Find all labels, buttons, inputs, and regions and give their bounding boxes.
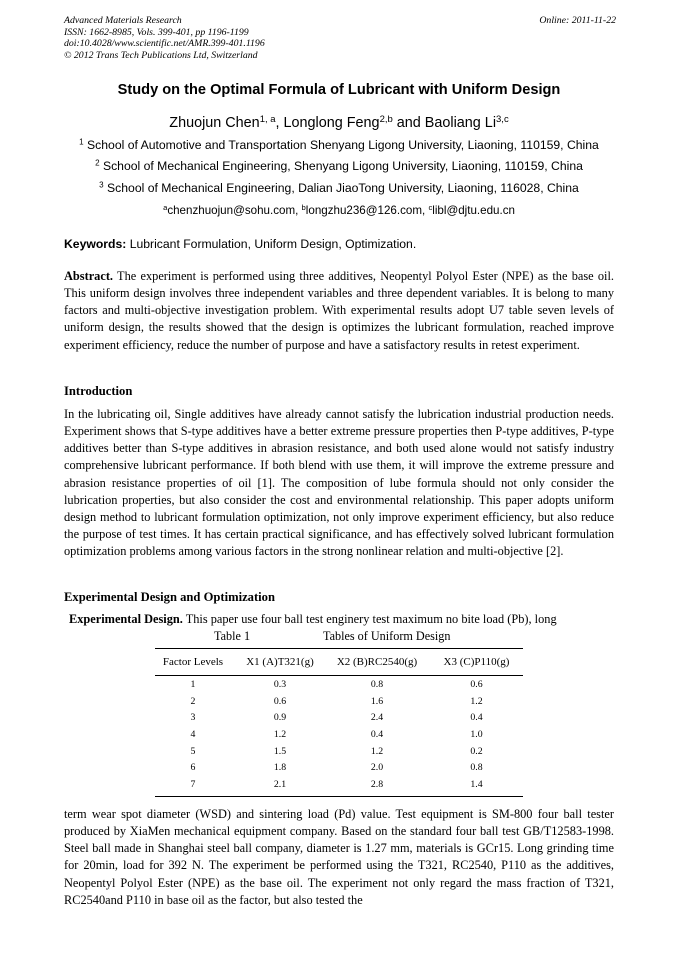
table-cell: 1.4 — [470, 779, 483, 791]
abstract-label: Abstract. — [64, 269, 114, 283]
paper-title: Study on the Optimal Formula of Lubricant with Uniform Design — [117, 82, 561, 98]
table-cell: 1.2 — [470, 695, 483, 707]
affiliation — [0, 138, 678, 152]
doi-line: doi:10.4028/www.scientific.net/AMR.399-401.1196 — [64, 38, 265, 49]
table-cell: 1.5 — [273, 745, 287, 757]
author-emails — [0, 204, 678, 217]
keywords — [64, 237, 624, 251]
table-cell: 0.9 — [273, 712, 287, 724]
experimental-paragraph: term wear spot diameter (WSD) and sintering load (Pd) value. Test equipment is SM-800 four ball tester produced by XiaMen mechanical equipment company. Based on the standard four ball test GB/T12583-1998. Steel ball made in Shanghai steel ball company, diameter is 1.27 mm, materials is GCr15. Long grinding time for 20min, load for 392 N. The experiment be performed using the T321, RC2540, P110 as the additives, Neopentyl Polyol Ester (NPE) as the base oil. The experiment not only regard the mass fraction of T321, RC2540and P110 in base oil as the factor, but also tested the — [64, 807, 614, 907]
table-cell: 1.6 — [370, 695, 384, 707]
table-body — [155, 676, 523, 796]
table-cell: 0.3 — [273, 679, 287, 690]
introduction-paragraph: In the lubricating oil, Single additives have already cannot satisfy the lubrication industrial production needs. Experiment shows that S-type additives have a better extreme pressure properties then P-type additives, P-type additives better than S-type additives in abrasion resistance, and both used alone would not satisfy industry comprehensive lubricant performance. If both blend with use them, it will improve the extreme pressure and abrasion resistance properties of oil [1]. The composition of lube formula should not only consider the lubrication properties, but also consider the cost and environmental relationship. This paper adopts uniform design method to lubricant formulation optimization, not only improve experiment efficiency, but also reduce the purpose of test times. It has certain practical significance, and has effectively solved lubricant formulation optimization problems among various factors in the strong nonlinear relation and multi-objective [2]. — [64, 407, 614, 559]
table-cell: 0.8 — [370, 679, 384, 690]
table-cell: 1.0 — [470, 729, 483, 741]
author-list — [0, 115, 678, 131]
author-name: , Longlong Feng — [275, 115, 380, 131]
table-row — [155, 760, 523, 777]
experimental-line-text: This paper use four ball test enginery test maximum no bite load (Pb), long — [182, 612, 557, 626]
column-header: X3 (C)P110(g) — [443, 656, 510, 668]
table-cell: 0.6 — [273, 695, 287, 707]
table-cell: 3 — [190, 712, 196, 724]
author-name: Zhuojun Chen — [169, 115, 260, 131]
table-row — [155, 710, 523, 727]
section-heading-experimental: Experimental Design and Optimization — [64, 590, 275, 604]
table-cell: 4 — [190, 729, 196, 741]
table-cell: 5 — [190, 745, 196, 757]
online-date: Online: 2011-11-22 — [539, 15, 616, 26]
affiliation-number: 1 — [79, 137, 84, 147]
table-cell: 2.1 — [273, 779, 287, 791]
email-superscript: a — [163, 202, 168, 212]
affiliation-number: 3 — [99, 180, 104, 190]
email-address: longzhu236@126.com, — [305, 204, 429, 217]
table-number: Table 1 — [214, 629, 251, 643]
journal-name: Advanced Materials Research — [64, 15, 182, 26]
table-title: Tables of Uniform Design — [323, 629, 451, 643]
column-header: X2 (B)RC2540(g) — [336, 656, 418, 668]
table-cell: 7 — [190, 779, 196, 791]
affiliation-text: School of Mechanical Engineering, Dalian JiaoTong University, Liaoning, 116028, China — [103, 181, 579, 195]
section-heading-introduction: Introduction — [64, 384, 133, 398]
table-cell: 1 — [190, 679, 196, 690]
author-superscript: 3,c — [496, 113, 509, 125]
table-row — [155, 744, 523, 761]
abstract — [64, 268, 614, 354]
abstract-text: The experiment is performed using three additives, Neopentyl Polyol Ester (NPE) as the base oil. This uniform design involves three independent variables and three dependent variables. It is belong to many factors and multi-objective investigation problem. With experimental results adopt U7 table seven levels of uniform design, the results showed that the design is optimizes the lubricant formulation, reached improve experiment efficiency, reduce the number of purpose and have a satisfactory results in retest experiment. — [64, 269, 614, 352]
experimental-first-line — [69, 611, 629, 628]
table-row — [155, 777, 523, 794]
affiliation-text: School of Mechanical Engineering, Shenyang Ligong University, Liaoning, 110159, China — [99, 159, 583, 173]
author-superscript: 2,b — [379, 113, 393, 125]
column-header: Factor Levels — [162, 656, 224, 668]
table-cell: 0.6 — [470, 679, 483, 690]
table-cell: 0.4 — [370, 729, 384, 741]
email-superscript: b — [301, 202, 306, 212]
affiliation — [0, 159, 678, 173]
table-cell: 6 — [190, 762, 196, 774]
table-cell: 2.0 — [370, 762, 384, 774]
author-name: and Baoliang Li — [392, 115, 497, 131]
table-cell: 2.4 — [370, 712, 384, 724]
subheading-experimental-design: Experimental Design. — [69, 612, 183, 626]
column-header: X1 (A)T321(g) — [246, 656, 314, 668]
email-address: chenzhuojun@sohu.com, — [167, 204, 302, 217]
copyright-line: © 2012 Trans Tech Publications Ltd, Switzerland — [64, 49, 258, 61]
affiliation — [0, 181, 678, 195]
table-row — [155, 694, 523, 711]
table-cell: 1.2 — [273, 729, 287, 741]
issn-line: ISSN: 1662-8985, Vols. 399-401, pp 1196-1199 — [64, 26, 249, 38]
table-cell: 0.2 — [470, 745, 483, 757]
table-header-row — [155, 649, 523, 676]
email-address: libl@djtu.edu.cn — [432, 204, 515, 217]
email-superscript: c — [428, 202, 433, 212]
affiliation-text: School of Automotive and Transportation Shenyang Ligong University, Liaoning, 110159, China — [83, 138, 599, 152]
table-cell: 1.2 — [370, 745, 384, 757]
table-row — [155, 727, 523, 744]
table-cell: 2.8 — [370, 779, 384, 791]
uniform-design-table — [155, 648, 523, 797]
affiliation-number: 2 — [95, 158, 100, 168]
table-row — [155, 677, 523, 694]
table-cell: 2 — [190, 695, 196, 707]
running-header — [64, 15, 616, 61]
table-cell: 0.8 — [470, 762, 483, 774]
table-cell: 1.8 — [273, 762, 287, 774]
keywords-text: Lubricant Formulation, Uniform Design, Optimization. — [126, 237, 417, 251]
author-superscript: 1, a — [259, 113, 276, 125]
keywords-label: Keywords: — [64, 237, 127, 251]
table-cell: 0.4 — [470, 712, 483, 724]
